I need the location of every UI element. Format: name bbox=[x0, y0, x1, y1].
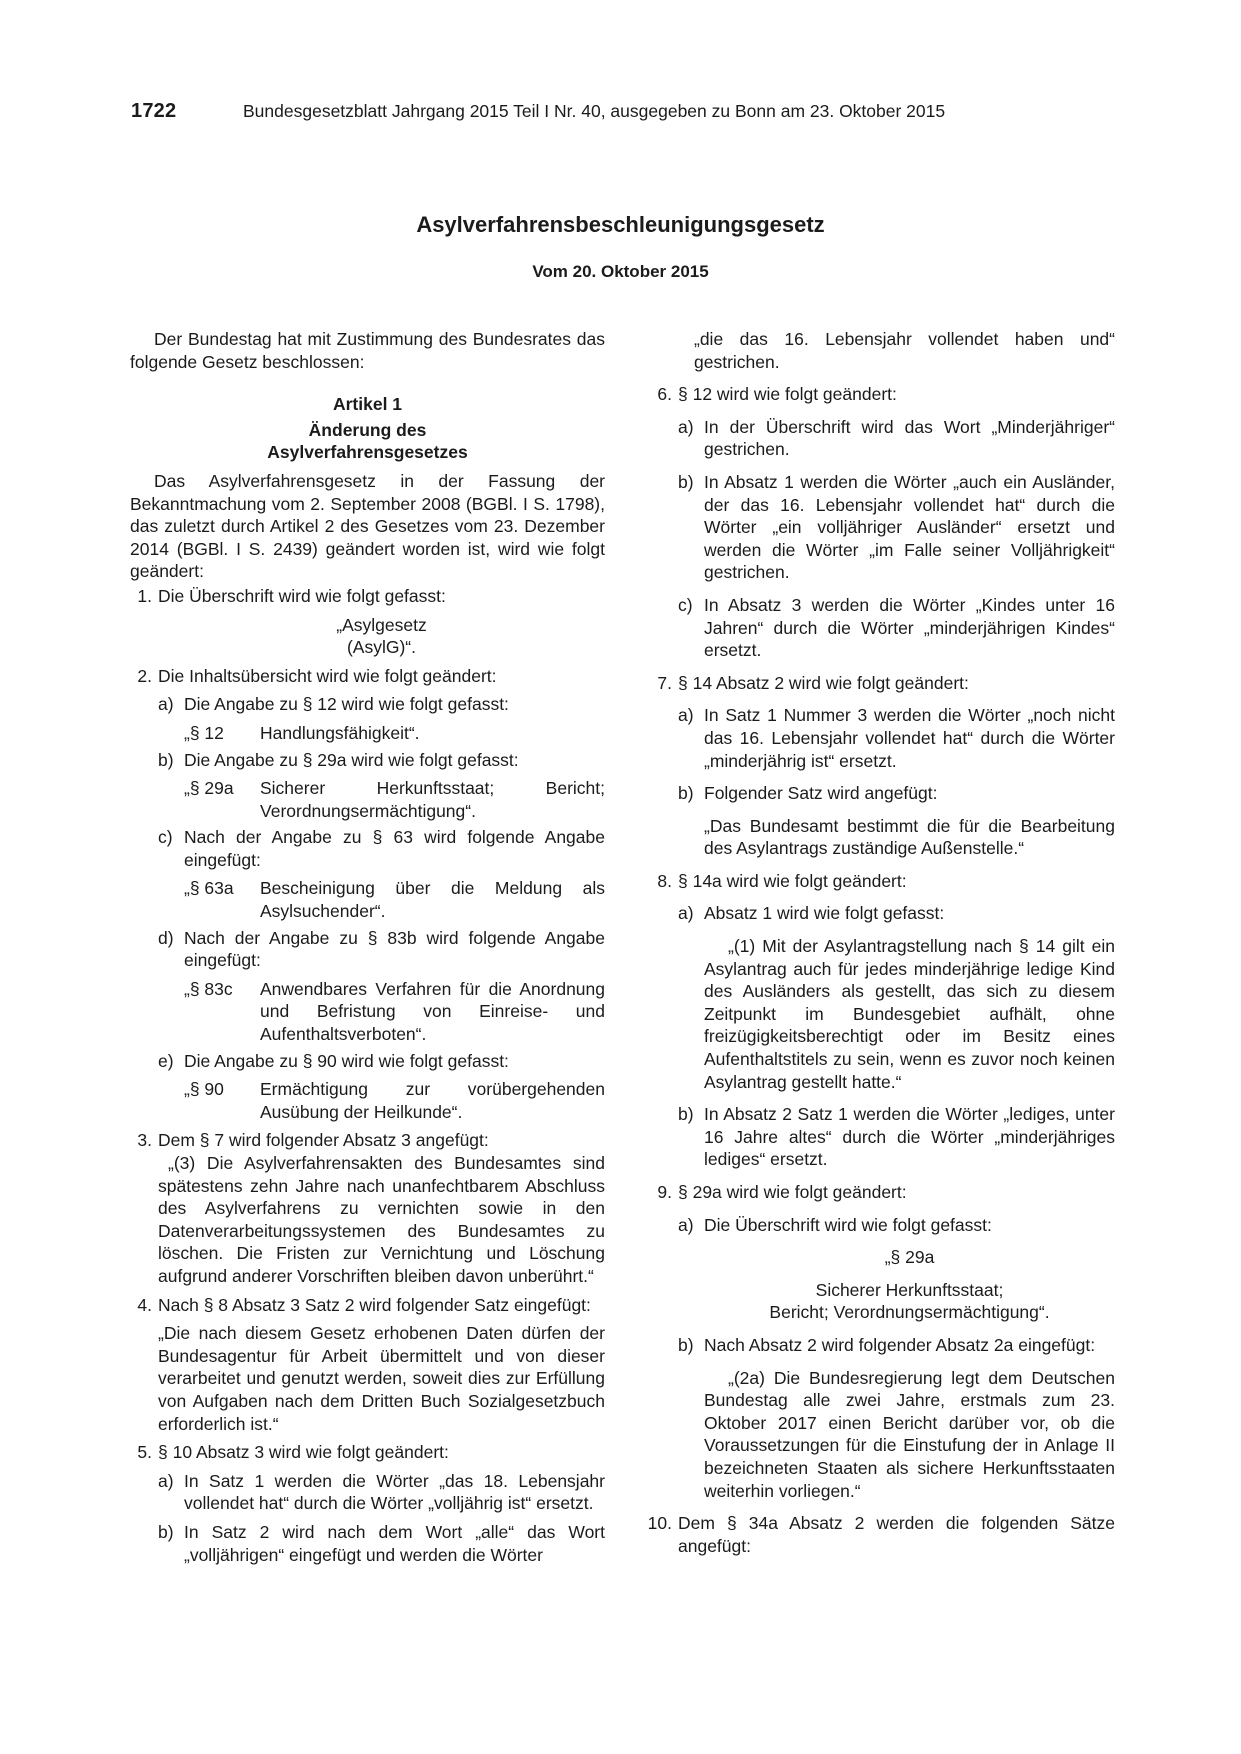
left-column bbox=[130, 328, 605, 1566]
section-heading: Handlungsfähigkeit“. bbox=[260, 722, 420, 743]
sub-text: In Absatz 2 Satz 1 werden die Wörter „lediges, unter 16 Jahre altes“ durch die Wörter „minderjähriges lediges“ ersetzt. bbox=[704, 1104, 1115, 1170]
sub-letter: b) bbox=[678, 1334, 694, 1355]
section-entry bbox=[184, 1078, 605, 1123]
quote-line: „Asylgesetz bbox=[336, 614, 427, 635]
sub-letter: c) bbox=[678, 594, 693, 615]
quote-line: Bericht; Verordnungsermächtigung“. bbox=[769, 1302, 1050, 1323]
list-item-4 bbox=[130, 1294, 605, 1436]
item-number: 6. bbox=[657, 384, 672, 405]
section-number: „§ 29a bbox=[184, 778, 234, 799]
section-entry bbox=[184, 722, 605, 745]
continued-text: „die das 16. Lebensjahr vollendet haben und“ gestrichen. bbox=[694, 329, 1115, 372]
sub-letter: a) bbox=[678, 1214, 694, 1235]
sub-text: Nach der Angabe zu § 83b wird folgende Angabe eingefügt: bbox=[184, 927, 605, 971]
sub-text: Die Angabe zu § 12 wird wie folgt gefasst: bbox=[184, 694, 509, 715]
sub-item-b bbox=[678, 1334, 1115, 1502]
sub-text: Nach Absatz 2 wird folgender Absatz 2a eingefügt: bbox=[704, 1334, 1096, 1355]
sub-letter: e) bbox=[158, 1050, 174, 1071]
sub-text: Die Überschrift wird wie folgt gefasst: bbox=[704, 1214, 992, 1235]
item-number: 9. bbox=[657, 1182, 672, 1202]
item-number: 10. bbox=[647, 1513, 672, 1534]
sub-item-c bbox=[158, 826, 605, 922]
section-heading: Bescheinigung über die Meldung als Asylsuchender“. bbox=[260, 878, 605, 922]
sub-text: Nach der Angabe zu § 63 wird folgende Angabe eingefügt: bbox=[184, 827, 605, 870]
sub-text: In der Überschrift wird das Wort „Minderjähriger“ gestrichen. bbox=[704, 416, 1115, 460]
item-number: 3. bbox=[137, 1130, 152, 1151]
sub-item-a bbox=[158, 693, 605, 744]
list-item-9 bbox=[640, 1181, 1115, 1502]
list-item-7 bbox=[640, 672, 1115, 860]
article-title-line-1: Änderung des bbox=[308, 419, 427, 440]
item-text: § 14 Absatz 2 wird wie folgt geändert: bbox=[678, 672, 969, 693]
list-item-8 bbox=[640, 870, 1115, 1171]
list-item-3 bbox=[130, 1129, 605, 1287]
sub-letter: b) bbox=[678, 783, 694, 804]
item-text: Dem § 34a Absatz 2 werden die folgenden Sätze angefügt: bbox=[678, 1513, 1115, 1556]
item-text: Nach § 8 Absatz 3 Satz 2 wird folgender Satz eingefügt: bbox=[158, 1294, 591, 1315]
sub-item-a bbox=[678, 416, 1115, 461]
law-title: Asylverfahrensbeschleunigungsgesetz bbox=[416, 212, 825, 237]
sub-letter: a) bbox=[678, 416, 694, 437]
page-number: 1722 bbox=[131, 100, 177, 122]
item-number: 1. bbox=[137, 585, 152, 606]
sub-item-d bbox=[158, 927, 605, 1046]
section-heading: Sicherer Herkunftsstaat; Bericht; Verordnungsermächtigung“. bbox=[260, 778, 605, 821]
quote-line: Sicherer Herkunftsstaat; bbox=[815, 1279, 1004, 1300]
quote-line: „§ 29a bbox=[884, 1247, 935, 1268]
quote-line: (AsylG)“. bbox=[346, 637, 417, 658]
sub-text: In Satz 2 wird nach dem Wort „alle“ das Wort „volljährigen“ eingefügt und werden die Wörter bbox=[184, 1521, 605, 1565]
quoted-paragraph: „(3) Die Asylverfahrensakten des Bundesamtes sind spätestens zehn Jahre nach unanfechtbarem Abschluss des Asylverfahrens zu vernichten sowie in den Datenverarbeitungssystemen des Bundesamtes zu löschen. Die Fristen zur Vernichtung und Löschung aufgrund anderer Vorschriften bleiben davon unberührt.“ bbox=[158, 1153, 605, 1286]
section-number: „§ 12 bbox=[184, 722, 224, 743]
sub-item-b bbox=[678, 782, 1115, 860]
law-date: Vom 20. Oktober 2015 bbox=[532, 262, 709, 281]
sub-text: Die Angabe zu § 29a wird wie folgt gefasst: bbox=[184, 749, 519, 770]
quoted-paragraph: „(1) Mit der Asylantragstellung nach § 14 gilt ein Asylantrag auch für jedes minderjährige ledige Kind des Ausländers als gestellt, das sich zu diesem Zeitpunkt im Bundesgebiet aufhält, ohne freizügigkeitsberechtigt oder im Besitz eines Aufenthaltstitels zu sein, wenn es zuvor noch keinen Asylantrag gestellt hatte.“ bbox=[704, 936, 1115, 1092]
running-head: Bundesgesetzblatt Jahrgang 2015 Teil I Nr. 40, ausgegeben zu Bonn am 23. Oktober 2015 bbox=[243, 101, 946, 121]
item-text: Dem § 7 wird folgender Absatz 3 angefügt: bbox=[158, 1130, 489, 1151]
section-number: „§ 90 bbox=[184, 1079, 224, 1100]
list-item-2 bbox=[130, 665, 605, 1124]
section-entry bbox=[184, 978, 605, 1046]
item-number: 2. bbox=[137, 665, 152, 686]
section-entry bbox=[184, 877, 605, 922]
sub-item-b bbox=[678, 1103, 1115, 1171]
list-item-10 bbox=[640, 1512, 1115, 1557]
section-number: „§ 83c bbox=[184, 978, 233, 999]
article-label: Artikel 1 bbox=[332, 394, 403, 415]
sub-text: In Absatz 1 werden die Wörter „auch ein Ausländer, der das 16. Lebensjahr vollendet hat“ durch die Wörter „ein volljähriger Ausländer“ ersetzt und werden die Wörter „im Falle seiner Volljährigkeit“ gestrichen. bbox=[704, 471, 1115, 583]
sub-item-a bbox=[678, 1214, 1115, 1324]
section-heading: Ermächtigung zur vorübergehenden Ausübung der Heilkunde“. bbox=[260, 1079, 605, 1122]
sub-text: In Satz 1 Nummer 3 werden die Wörter „noch nicht das 16. Lebensjahr vollendet hat“ durch die Wörter „minderjährig ist“ ersetzt. bbox=[704, 705, 1115, 771]
sub-letter: b) bbox=[678, 1104, 694, 1125]
preamble: Der Bundestag hat mit Zustimmung des Bundesrates das folgende Gesetz beschlossen: bbox=[130, 329, 605, 372]
item-number: 4. bbox=[137, 1294, 152, 1315]
list-item-5 bbox=[130, 1441, 605, 1566]
sub-text: Absatz 1 wird wie folgt gefasst: bbox=[704, 903, 945, 924]
sub-item-a bbox=[158, 1470, 605, 1515]
sub-letter: b) bbox=[158, 1521, 174, 1542]
sub-letter: b) bbox=[158, 749, 174, 770]
sub-item-b bbox=[158, 749, 605, 823]
sub-item-e bbox=[158, 1050, 605, 1124]
sub-item-a bbox=[678, 704, 1115, 772]
item-number: 8. bbox=[657, 870, 672, 891]
sub-item-c bbox=[678, 594, 1115, 662]
item-number: 7. bbox=[657, 672, 672, 693]
list-item-6 bbox=[640, 383, 1115, 662]
sub-text: In Absatz 3 werden die Wörter „Kindes unter 16 Jahren“ durch die Wörter „minderjährigen Kindes“ ersetzt. bbox=[704, 594, 1115, 661]
item-text: Die Inhaltsübersicht wird wie folgt geändert: bbox=[158, 665, 497, 686]
quoted-paragraph: „Das Bundesamt bestimmt die für die Bearbeitung des Asylantrags zuständige Außenstelle.“ bbox=[704, 815, 1115, 859]
sub-item-b bbox=[678, 471, 1115, 584]
quoted-paragraph: „Die nach diesem Gesetz erhobenen Daten dürfen der Bundesagentur für Arbeit übermittelt und von dieser verarbeitet und genutzt werden, soweit dies zur Erfüllung von Aufgaben nach dem Dritten Buch Sozialgesetzbuch erforderlich ist.“ bbox=[158, 1323, 605, 1434]
right-column bbox=[640, 328, 1115, 1557]
sub-text: In Satz 1 werden die Wörter „das 18. Lebensjahr vollendet hat“ durch die Wörter „volljährig ist“ ersetzt. bbox=[184, 1470, 605, 1514]
page-header bbox=[131, 100, 1031, 130]
sub-text: Folgender Satz wird angefügt: bbox=[704, 783, 938, 804]
item-text: Die Überschrift wird wie folgt gefasst: bbox=[158, 585, 446, 606]
sub-letter: a) bbox=[678, 903, 694, 924]
article-title-line-2: Asylverfahrensgesetzes bbox=[267, 442, 468, 463]
item-number: 5. bbox=[137, 1442, 152, 1463]
section-number: „§ 63a bbox=[184, 878, 234, 899]
sub-letter: a) bbox=[158, 694, 174, 715]
item-text: § 12 wird wie folgt geändert: bbox=[678, 384, 897, 405]
sub-text: Die Angabe zu § 90 wird wie folgt gefasst: bbox=[184, 1050, 509, 1071]
sub-item-a bbox=[678, 902, 1115, 1093]
quoted-paragraph: „(2a) Die Bundesregierung legt dem Deutschen Bundestag alle zwei Jahre, erstmals zum 23. Oktober 2017 einen Bericht darüber vor, ob die Voraussetzungen für die Einstufung der in Anlage II bezeichneten Staaten als sichere Herkunftsstaaten weiterhin vorliegen.“ bbox=[704, 1367, 1115, 1501]
item-text: § 10 Absatz 3 wird wie folgt geändert: bbox=[158, 1442, 449, 1463]
list-item-1 bbox=[130, 585, 605, 659]
sub-letter: a) bbox=[158, 1470, 174, 1491]
section-heading: Anwendbares Verfahren für die Anordnung und Befristung von Einreise- und Aufenthaltsverboten“. bbox=[260, 978, 605, 1045]
sub-letter: d) bbox=[158, 927, 174, 948]
item-text: § 29a wird wie folgt geändert: bbox=[678, 1182, 907, 1202]
sub-item-b bbox=[158, 1521, 605, 1566]
article-intro: Das Asylverfahrensgesetz in der Fassung der Bekanntmachung vom 2. September 2008 (BGBl. I S. 1798), das zuletzt durch Artikel 2 des Gesetzes vom 23. Dezember 2014 (BGBl. I S. 2439) geändert worden ist, wird wie folgt geändert: bbox=[130, 470, 605, 582]
sub-letter: a) bbox=[678, 705, 694, 726]
sub-letter: c) bbox=[158, 827, 173, 848]
sub-letter: b) bbox=[678, 471, 694, 492]
section-entry bbox=[184, 777, 605, 822]
item-text: § 14a wird wie folgt geändert: bbox=[678, 870, 907, 891]
